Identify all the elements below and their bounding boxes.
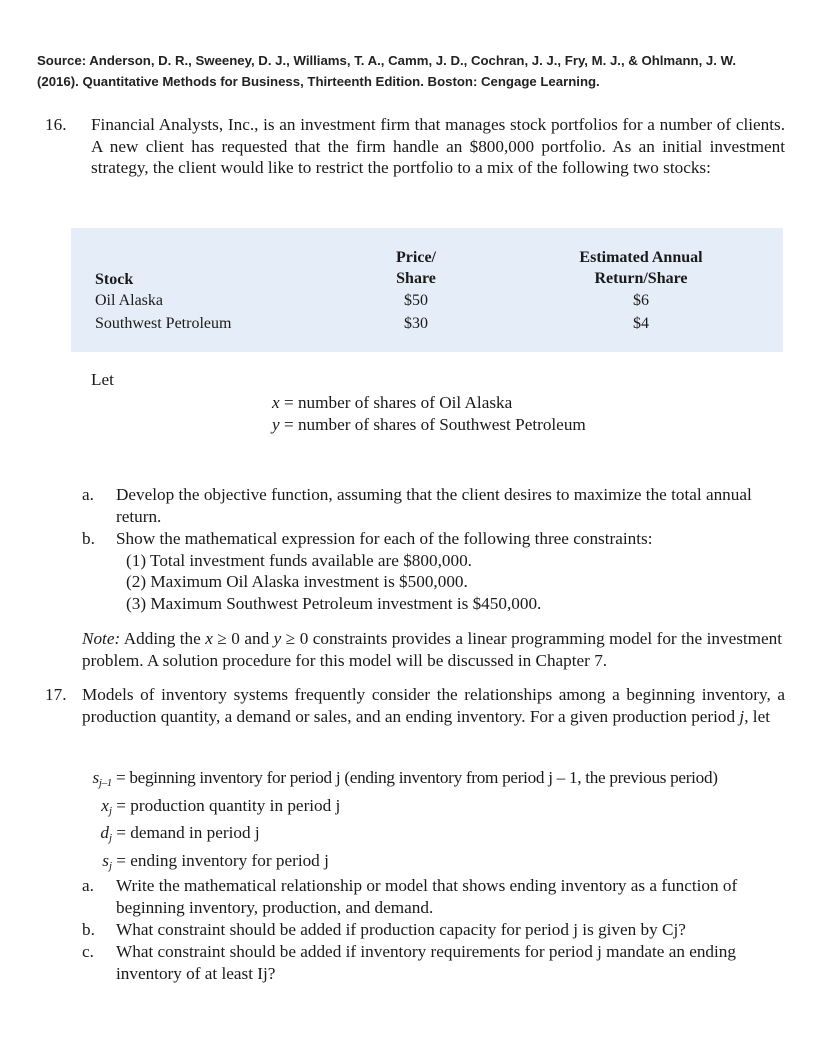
def-d-j: $d_j$ = demand in period j <box>100 823 260 844</box>
def-y: y = number of shares of Southwest Petroleum <box>272 414 586 434</box>
constraint-1: (1) Total investment funds available are $800,000. <box>126 550 472 570</box>
table-row-1-stock: Oil Alaska <box>95 292 163 309</box>
source-citation <box>37 50 807 92</box>
let-label: Let <box>91 370 114 389</box>
problem-16-part-a: a. Develop the objective function, assuming that the client desires to maximize the total annual return. <box>82 485 752 526</box>
constraint-2: (2) Maximum Oil Alaska investment is $500,000. <box>126 572 468 591</box>
problem-17-part-b: b. What constraint should be added if production capacity for period j is given by Cj? <box>82 920 686 939</box>
note: Note: Adding the x ≥ 0 and y ≥ 0 constraints provides a linear programming model for the investment problem. A solution procedure for this model will be discussed in Chapter 7. <box>82 629 783 670</box>
stock-table <box>71 228 783 352</box>
table-row-1-return: $6 <box>633 292 649 309</box>
problem-16-part-b: b. Show the mathematical expression for each of the following three constraints: (1) Total investment funds available are $800,000. (2) Maximum Oil Alaska investment is $500,000. (3) Maximum Southwest Petroleum investment is $450,000. <box>82 528 782 614</box>
problem-17-text: Models of inventory systems frequently consider the relationships among a beginning inventory, a production quantity, a demand or sales, and an ending inventory. For a given production period j, let <box>82 685 785 726</box>
source-line-2: (2016). Quantitative Methods for Business, Thirteenth Edition. Boston: Cengage Learning. <box>37 74 600 89</box>
problem-16-text: Financial Analysts, Inc., is an investment firm that manages stock portfolios for a number of clients. A new client has requested that the firm handle an $800,000 portfolio. As an initial investment strategy, the client would like to restrict the portfolio to a mix of the following two stocks: <box>91 115 785 177</box>
header-stock: Stock <box>95 271 134 288</box>
table-row-2-return: $4 <box>633 315 649 332</box>
def-s-j-1: $s_{j-1}$ = beginning inventory for period j (ending inventory from period j – 1, the previous period) <box>92 768 718 789</box>
problem-17 <box>45 684 785 727</box>
problem-17-part-c: c. What constraint should be added if inventory requirements for period j mandate an ending inventory of at least Ij? <box>82 942 736 983</box>
problem-17-part-a: a. Write the mathematical relationship or model that shows ending inventory as a function of beginning inventory, production, and demand. <box>82 876 738 917</box>
header-price: Price/ Share <box>396 249 436 287</box>
def-s-j: $s_j$ = ending inventory for period j <box>102 850 329 872</box>
constraint-3: (3) Maximum Southwest Petroleum investment is $450,000. <box>126 593 542 613</box>
table-row-2-price: $30 <box>404 315 428 332</box>
source-line-1: Source: Anderson, D. R., Sweeney, D. J., Williams, T. A., Camm, J. D., Cochran, J. J., Fry, M. J., & Ohlmann, J. W. <box>37 53 736 68</box>
def-x-j: $x_j$ = production quantity in period j <box>101 795 341 817</box>
inventory-definitions <box>88 767 788 877</box>
def-x: x = number of shares of Oil Alaska <box>272 393 513 412</box>
table-row-2-stock: Southwest Petroleum <box>95 315 232 332</box>
table-row-1-price: $50 <box>404 292 428 309</box>
problem-16 <box>45 114 785 179</box>
problem-17-number: 17. <box>45 685 67 704</box>
variable-definitions <box>272 392 586 435</box>
header-return: Estimated Annual Return/Share <box>579 249 703 287</box>
problem-16-number: 16. <box>45 115 67 134</box>
